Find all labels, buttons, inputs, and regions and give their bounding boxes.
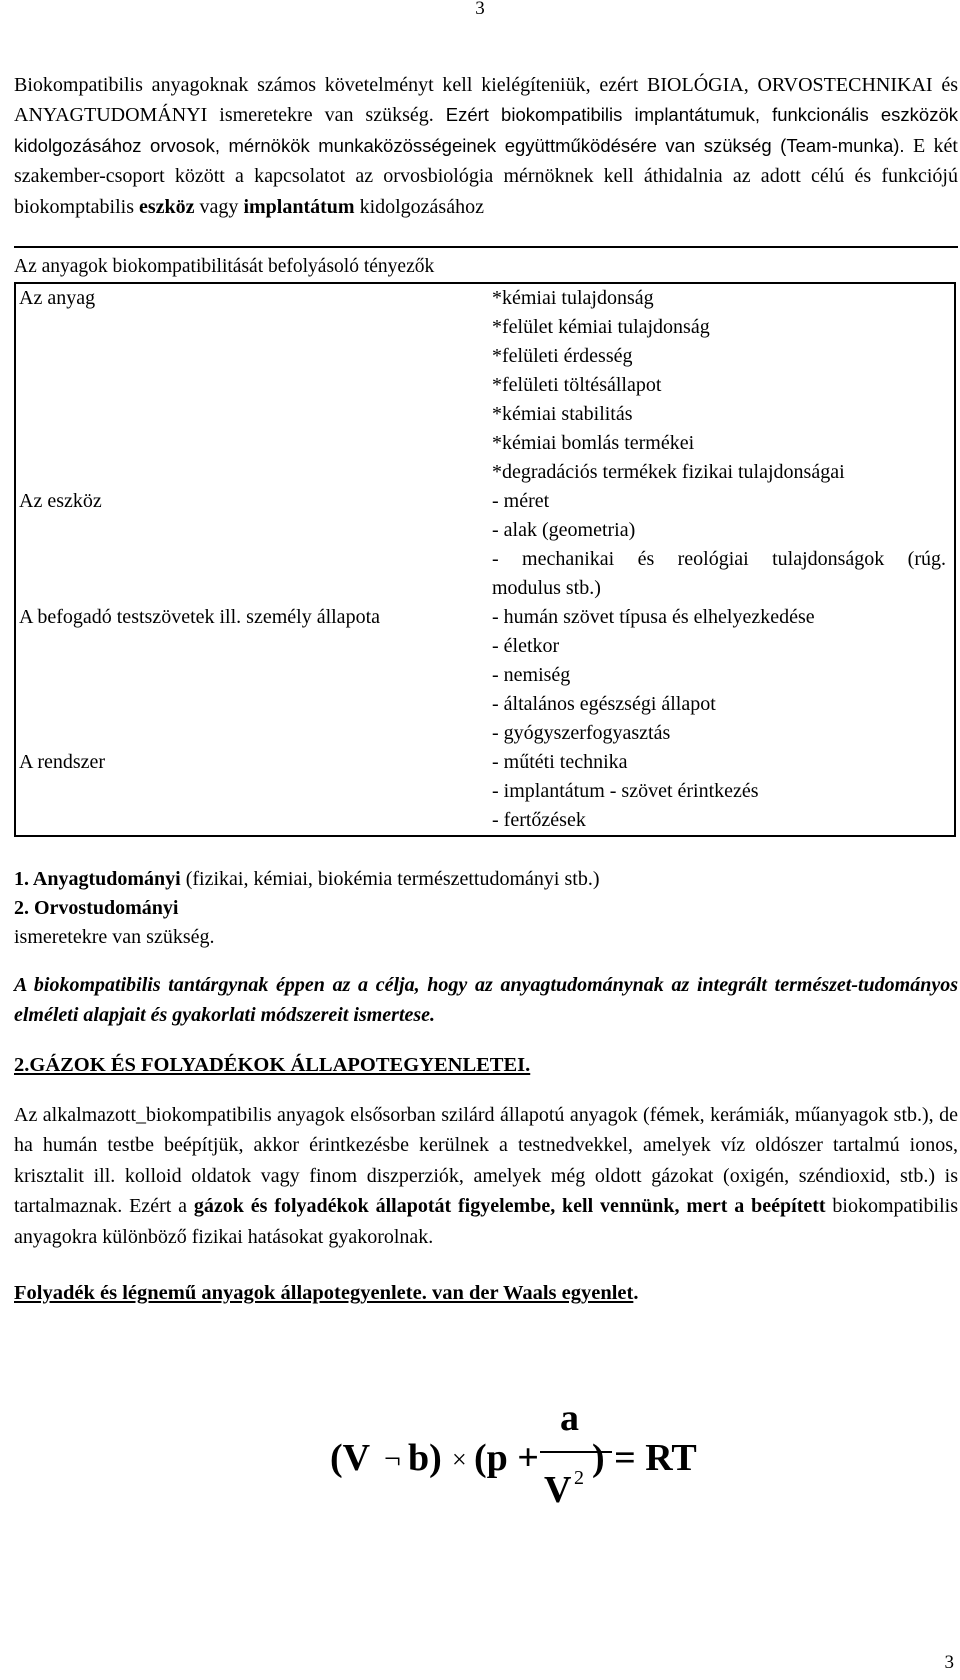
factor-group-system: [16, 748, 954, 835]
intro-text-end: kidolgozásához: [354, 195, 484, 218]
factor-item: - mechanikai és reológiai tulajdonságok (rúg.: [492, 548, 946, 571]
subsection-heading: [14, 1278, 958, 1308]
factor-label: Az eszköz: [19, 490, 102, 513]
factor-item: - humán szövet típusa és elhelyezkedése: [492, 606, 815, 629]
equation-exponent: 2: [574, 1467, 584, 1489]
equation-svg: [330, 1394, 750, 1511]
equation-times-sign: ×: [452, 1445, 467, 1474]
factor-item: *kémiai tulajdonság: [492, 287, 654, 310]
factor-label: A befogadó testszövetek ill. személy állapota: [19, 606, 380, 629]
equation-b-close: b): [408, 1437, 442, 1479]
knowledge-list: [14, 865, 958, 952]
knowledge-item-1-rest: (fizikai, kémiai, biokémia természettudományi stb.): [180, 868, 600, 891]
factors-table: [14, 282, 956, 837]
factor-items: [492, 284, 954, 487]
factor-item: - fertőzések: [492, 809, 586, 832]
intro-text-2: E két szakember-csoport között a kapcsolatot az orvosbiológia mérnöknek kell áthidalnia az adott célú és funkciójú biokomptabilis: [14, 134, 958, 218]
factor-item: modulus stb.): [492, 577, 601, 600]
section-text-bold: gázok és folyadékok állapotát figyelembe, kell vennünk, mert a beépített: [193, 1195, 826, 1218]
section-heading: 2.GÁZOK ÉS FOLYADÉKOK ÁLLAPOTEGYENLETEI.: [14, 1054, 531, 1077]
factors-title: Az anyagok biokompatibilitását befolyásoló tényezők: [14, 256, 435, 278]
equation-denominator: V: [544, 1469, 572, 1511]
factor-item: - méret: [492, 490, 550, 513]
aim-paragraph: A biokompatibilis tantárgynak éppen az a célja, hogy az anyagtudománynak az integrált természet-tudományos elméleti alapjait és gyakorlati módszereit ismertese.: [14, 974, 958, 1027]
factor-item: - nemiség: [492, 664, 571, 687]
factor-items: [492, 603, 954, 748]
knowledge-item-1: [14, 865, 958, 894]
factors-section: [14, 246, 958, 837]
factor-item: *felületi érdesség: [492, 345, 633, 368]
factor-item: - műtéti technika: [492, 751, 628, 774]
intro-paragraph: [14, 70, 958, 222]
equation-open: (V: [330, 1437, 371, 1479]
van-der-waals-equation: [330, 1394, 750, 1511]
factor-group-host: [16, 603, 954, 748]
subsection-heading-text: Folyadék és légnemű anyagok állapotegyenlete. van der Waals egyenlet: [14, 1282, 634, 1305]
knowledge-closing: ismeretekre van szükség.: [14, 926, 215, 949]
factor-item: *felület kémiai tulajdonság: [492, 316, 710, 339]
factor-item: *felületi töltésállapot: [492, 374, 662, 397]
equation-numerator: a: [560, 1397, 579, 1439]
intro-bold-eszkoz: eszköz: [139, 195, 195, 218]
factor-items: [492, 487, 954, 603]
factor-item: - implantátum - szövet érintkezés: [492, 780, 759, 803]
equation-rhs: ) = RT: [592, 1437, 697, 1479]
factor-group-material: [16, 284, 954, 487]
factor-item: - alak (geometria): [492, 519, 636, 542]
intro-bold-implantatum: implantátum: [243, 195, 355, 218]
page-number-bottom: 3: [944, 1652, 954, 1673]
page-number-top: 3: [475, 0, 485, 19]
intro-text-1: Biokompatibilis anyagoknak számos követelményt kell kielégíteniük, ezért BIOLÓGIA, ORVOSTECHNIKAI és ANYAGTUDOMÁNYI ismeretekre van szükség.: [14, 74, 958, 127]
subsection-heading-dot: .: [633, 1282, 639, 1305]
factor-items: [492, 748, 954, 835]
factor-group-device: [16, 487, 954, 603]
knowledge-item-1-bold: 1. Anyagtudományi: [14, 868, 181, 891]
equation-minus-sign: ¬: [384, 1442, 401, 1475]
factor-item: - általános egészségi állapot: [492, 693, 716, 716]
page-content: [14, 70, 958, 1308]
section-text-b: biokompatibilis anyagokra különböző fizikai hatásokat gyakorolnak.: [14, 1195, 958, 1248]
knowledge-item-2-bold: 2. Orvostudományi: [14, 897, 179, 920]
factor-item: - gyógyszerfogyasztás: [492, 722, 671, 745]
intro-text-sans: Ezért biokompatibilis implantátumuk, funkcionális eszközök kidolgozásához orvosok, mérnökök munkaközösségeinek együttműködésére van szükség (Team-munka).: [14, 104, 958, 156]
factor-label: Az anyag: [19, 287, 96, 310]
factor-item: *kémiai stabilitás: [492, 403, 633, 426]
factor-label: A rendszer: [19, 751, 106, 774]
factor-item: *kémiai bomlás termékei: [492, 432, 695, 455]
factor-item: - életkor: [492, 635, 560, 658]
knowledge-item-2: [14, 894, 958, 923]
section-paragraph: [14, 1100, 958, 1252]
equation-p-open: (p +: [474, 1437, 539, 1479]
intro-text-mid: vagy: [194, 195, 244, 218]
factor-item: *degradációs termékek fizikai tulajdonságai: [492, 461, 845, 484]
section-text-a: Az alkalmazott_biokompatibilis anyagok elsősorban szilárd állapotú anyagok (fémek, kerámiák, műanyagok stb.), de ha humán testbe beépítjük, akkor érintkezésbe kerülnek a testnedvekkel, amelyek víz oldószer tartalmú ionos, krisztalit ill. kolloid oldatok vagy finom diszperziók, amelyek még oldott gázokat (oxigén, széndioxid, stb.) is tartalmaznak. Ezért a: [14, 1104, 958, 1218]
